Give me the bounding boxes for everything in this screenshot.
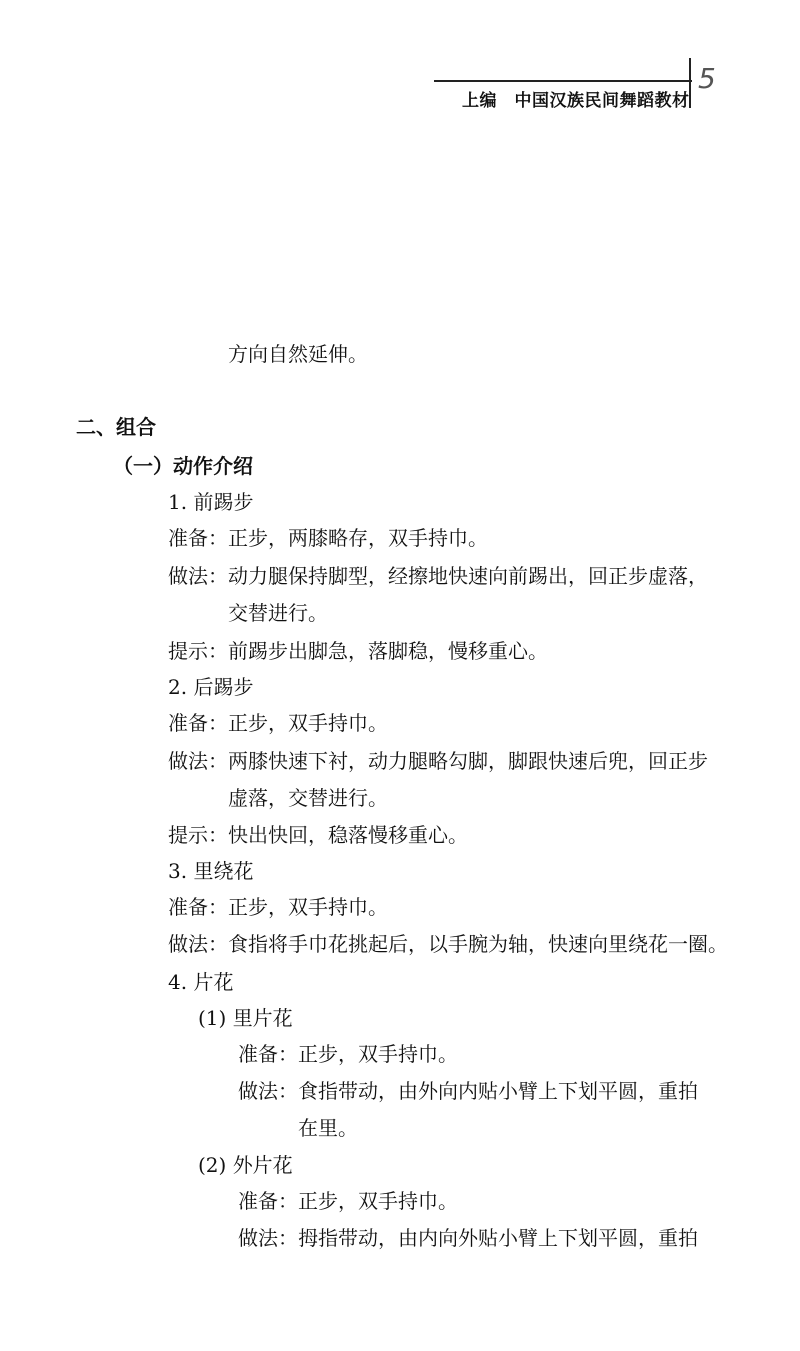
prep-line: 准备：正步，双手持巾。 <box>168 895 388 919</box>
prep-line: 准备：正步，双手持巾。 <box>238 1189 458 1213</box>
subsection-heading: （一）动作介绍 <box>113 454 253 478</box>
prep-line: 准备：正步，两膝略存，双手持巾。 <box>168 526 488 550</box>
item-title: 1. 前踢步 <box>168 490 254 514</box>
method-line-cont: 虚落，交替进行。 <box>228 786 388 810</box>
header-rule <box>434 80 692 82</box>
prep-line: 准备：正步，双手持巾。 <box>238 1042 458 1066</box>
method-line: 做法：动力腿保持脚型，经擦地快速向前踢出，回正步虚落， <box>168 564 708 588</box>
method-line: 做法：食指带动，由外向内贴小臂上下划平圆，重拍 <box>238 1079 698 1103</box>
method-line: 做法：食指将手巾花挑起后，以手腕为轴，快速向里绕花一圈。 <box>168 932 728 956</box>
method-line: 做法：两膝快速下衬，动力腿略勾脚，脚跟快速后兜，回正步 <box>168 749 708 773</box>
item-title: 2. 后踢步 <box>168 675 254 699</box>
subitem-title: (1) 里片花 <box>198 1006 293 1030</box>
page-number: 5 <box>698 62 716 95</box>
method-line-cont: 交替进行。 <box>228 601 328 625</box>
method-line: 做法：拇指带动，由内向外贴小臂上下划平圆，重拍 <box>238 1226 698 1250</box>
header-title: 上编 中国汉族民间舞蹈教材 <box>462 91 690 111</box>
item-title: 4. 片花 <box>168 970 234 994</box>
section-heading: 二、组合 <box>76 415 156 439</box>
tip-line: 提示：快出快回，稳落慢移重心。 <box>168 823 468 847</box>
tip-line: 提示：前踢步出脚急，落脚稳，慢移重心。 <box>168 639 548 663</box>
item-title: 3. 里绕花 <box>168 859 254 883</box>
method-line-cont: 在里。 <box>298 1116 358 1140</box>
subitem-title: (2) 外片花 <box>198 1153 293 1177</box>
prep-line: 准备：正步，双手持巾。 <box>168 711 388 735</box>
continuation-line: 方向自然延伸。 <box>228 342 368 366</box>
